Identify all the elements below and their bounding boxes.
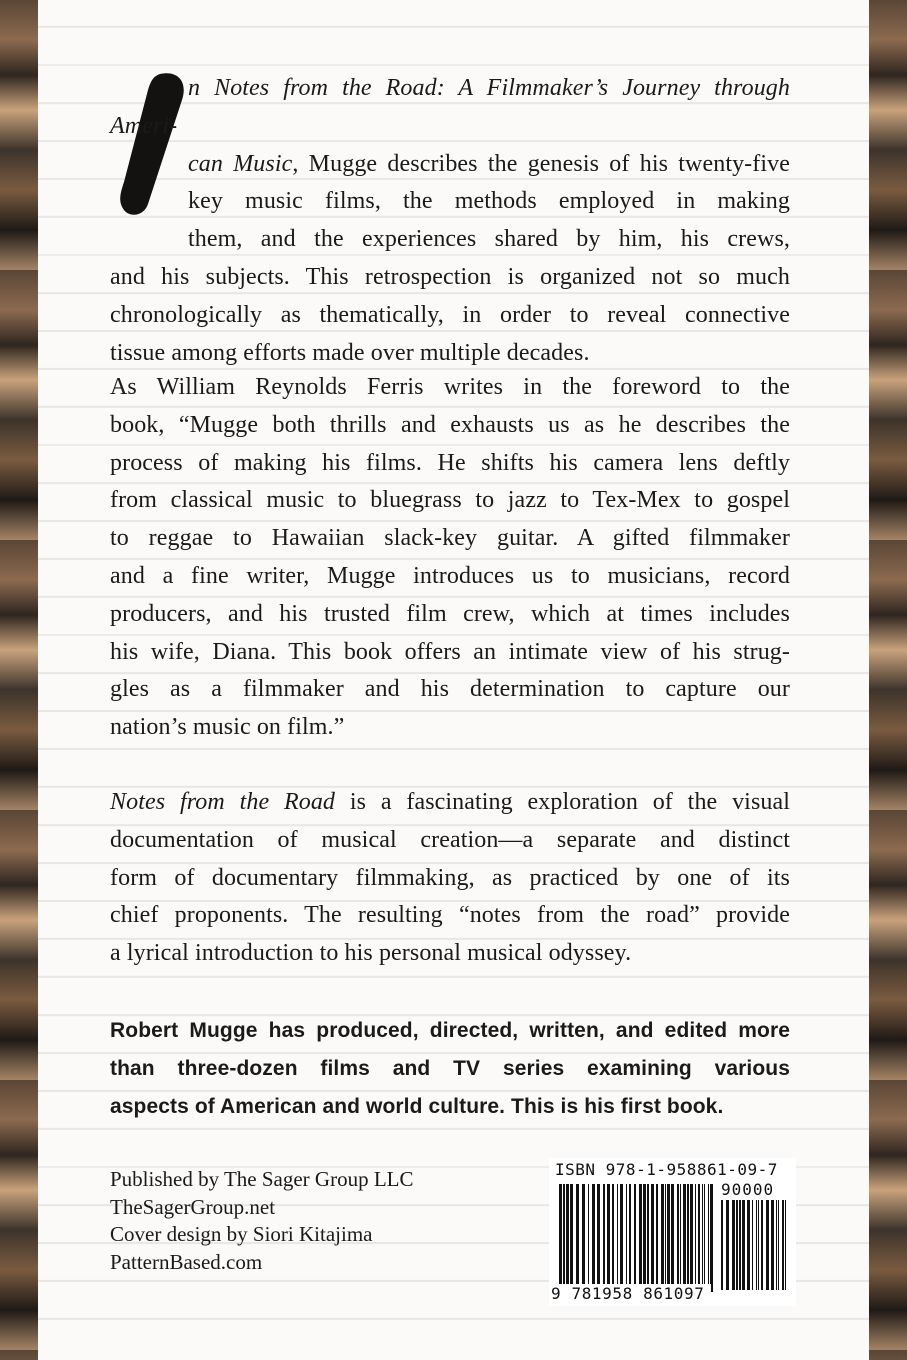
barcode-bar: [683, 1184, 686, 1292]
intro-line: tissue among efforts made over multiple decades.: [110, 339, 590, 366]
barcode-bar: [680, 1184, 681, 1292]
barcode-bar: [695, 1184, 696, 1292]
author-bio: [110, 1012, 790, 1125]
isbn-barcode: [549, 1158, 796, 1306]
barcode-bar: [607, 1184, 610, 1292]
barcode-bar: [702, 1184, 703, 1292]
notes-line: form of documentary filmmaking, as practiced by one of its: [110, 864, 790, 891]
ferris-line: nation’s music on film.”: [110, 714, 345, 741]
barcode-bar: [782, 1200, 784, 1290]
ferris-line: gles as a filmmaker and his determination to capture our: [110, 676, 790, 703]
intro-paragraph: [110, 70, 790, 372]
barcode-bar: [785, 1200, 786, 1290]
barcode-bar: [739, 1200, 741, 1290]
ferris-line: and a fine writer, Mugge introduces us to musicians, record: [110, 562, 790, 589]
barcode-bar: [778, 1200, 779, 1290]
barcode-bar: [661, 1184, 664, 1292]
barcode-bar: [747, 1200, 750, 1290]
ferris-line: from classical music to bluegrass to jazz to Tex-Mex to gospel: [110, 487, 790, 514]
intro-line: chronologically as thematically, in order to reveal connective: [110, 301, 790, 328]
designer-url: PatternBased.com: [110, 1249, 263, 1274]
barcode-bar: [626, 1184, 627, 1292]
ferris-line: process of making his films. He shifts his camera lens deftly: [110, 449, 790, 476]
ferris-line: As William Reynolds Ferris writes in the foreword to the: [110, 374, 790, 400]
intro-line: key music films, the methods employed in making: [188, 188, 790, 215]
notes-line-1: is a fascinating exploration of the visual: [335, 789, 790, 815]
isbn-label: ISBN 978-1-958861-09-7: [555, 1160, 778, 1179]
book-title-italic-cont: can Music: [188, 150, 293, 177]
intro-line: them, and the experiences shared by him, his crews,: [188, 226, 790, 253]
barcode-bar: [634, 1184, 636, 1292]
barcode-bar: [776, 1200, 777, 1290]
barcode-bar: [752, 1200, 753, 1290]
bio-line: aspects of American and world culture. This is his first book.: [110, 1094, 724, 1118]
notes-title-italic: Notes from the Road: [110, 789, 336, 815]
ferris-line: his wife, Diana. This book offers an intimate view of his strug-: [110, 638, 790, 665]
barcode-bar: [651, 1184, 654, 1292]
ean13-bars: [559, 1184, 717, 1292]
notes-line: a lyrical introduction to his personal musical odyssey.: [110, 940, 632, 967]
ferris-line: producers, and his trusted film crew, which at times includes: [110, 600, 790, 627]
bio-line: than three-dozen films and TV series examining various: [110, 1056, 790, 1080]
right-photo-collage-strip: [869, 0, 907, 1360]
barcode-bar: [761, 1200, 763, 1290]
barcode-bar: [677, 1184, 679, 1292]
barcode-bar: [566, 1184, 569, 1292]
addon-bars: [721, 1200, 789, 1290]
barcode-bar: [612, 1184, 614, 1292]
intro-line: and his subjects. This retrospection is organized not so much: [110, 263, 790, 290]
barcode-bar: [647, 1184, 649, 1292]
designer-credit: Cover design by Siori Kitajima: [110, 1222, 373, 1246]
barcode-bar: [629, 1184, 631, 1292]
barcode-bar: [690, 1184, 693, 1292]
barcode-bar: [742, 1200, 745, 1290]
notes-paragraph: [110, 784, 790, 973]
price-addon-label: 90000: [721, 1180, 775, 1199]
barcode-bar: [639, 1184, 642, 1292]
barcode-bar: [617, 1184, 618, 1292]
left-photo-collage-strip: [0, 0, 38, 1360]
barcode-bar: [597, 1184, 600, 1292]
ferris-quote-paragraph: [110, 369, 790, 747]
barcode-bar: [721, 1200, 723, 1290]
ferris-line: to reggae to Hawaiian slack-key guitar. A gifted filmmaker: [110, 525, 790, 552]
barcode-bar: [559, 1184, 562, 1292]
barcode-bar: [732, 1200, 735, 1290]
barcode-bar: [671, 1184, 674, 1292]
barcode-bar: [576, 1184, 579, 1292]
barcode-bar: [726, 1200, 729, 1290]
barcode-bar: [771, 1200, 774, 1290]
barcode-bar: [766, 1200, 769, 1290]
book-title-italic: n Notes from the Road: A Filmmaker’s Journey through Ameri-: [110, 75, 790, 139]
barcode-bar: [704, 1184, 705, 1292]
barcode-bar: [698, 1184, 700, 1292]
barcode-bar: [643, 1184, 646, 1292]
barcode-bar: [667, 1184, 670, 1292]
publisher-url: TheSagerGroup.net: [110, 1194, 276, 1219]
back-cover-page: [38, 0, 869, 1360]
barcode-bar: [620, 1184, 623, 1292]
barcode-bar: [665, 1184, 666, 1292]
publisher-line: Published by The Sager Group LLC: [110, 1167, 414, 1191]
barcode-bar: [592, 1184, 595, 1292]
barcode-bar: [588, 1184, 589, 1292]
ferris-line: book, “Mugge both thrills and exhausts us as he describes the: [110, 411, 790, 438]
barcode-bar: [656, 1184, 658, 1292]
barcode-bar: [570, 1184, 573, 1292]
barcode-bar: [756, 1200, 757, 1290]
barcode-bar: [710, 1184, 713, 1292]
notes-line: chief proponents. The resulting “notes from the road” provide: [110, 902, 790, 929]
barcode-bar: [736, 1200, 738, 1290]
ean-digits: 9 781958 861097: [551, 1284, 711, 1303]
barcode-bar: [758, 1200, 759, 1290]
barcode-bar: [603, 1184, 605, 1292]
barcode-bar: [708, 1184, 709, 1292]
bio-line: Robert Mugge has produced, directed, written, and edited more: [110, 1019, 790, 1042]
barcode-bar: [582, 1184, 585, 1292]
notes-line: documentation of musical creation—a separate and distinct: [110, 826, 790, 853]
intro-line-2: , Mugge describes the genesis of his twenty-five: [292, 150, 790, 177]
barcode-bar: [687, 1184, 689, 1292]
barcode-bar: [563, 1184, 565, 1292]
